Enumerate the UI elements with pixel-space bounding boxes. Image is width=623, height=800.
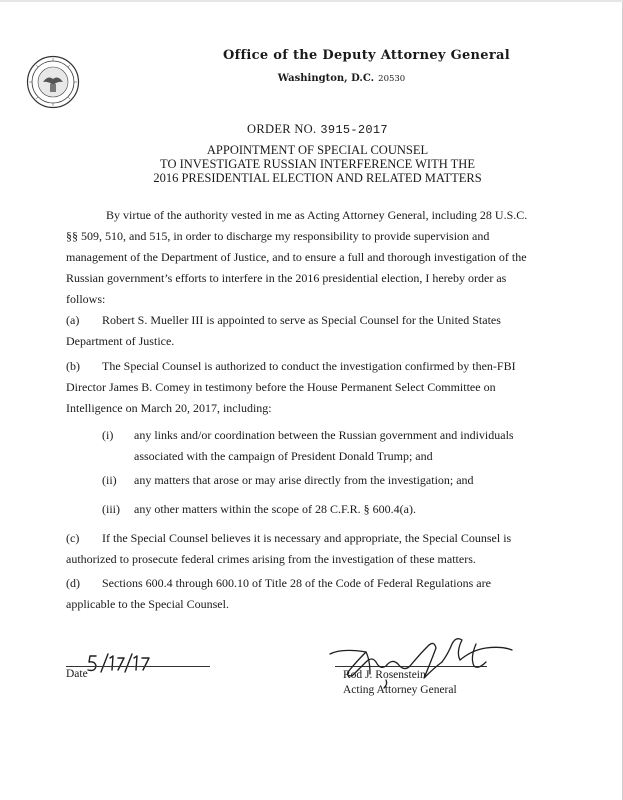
section-b-ii-text: any matters that arose or may arise directly from the investigation; and [134,473,474,487]
order-number: 3915-2017 [320,123,388,137]
section-a-text: Robert S. Mueller III is appointed to serve as Special Counsel for the United States Department of Justice. [66,313,501,348]
order-title [0,143,623,185]
letterhead-zip: 20530 [378,74,406,84]
date-line [66,666,210,667]
section-d-text: Sections 600.4 through 600.10 of Title 28 of the Code of Federal Regulations are applicable to the Special Counsel. [66,576,491,611]
section-d-label: (d) [66,576,80,590]
section-b-text: The Special Counsel is authorized to conduct the investigation confirmed by then-FBI Director James B. Comey in testimony before the House Permanent Select Committee on Intelligence on March 20, 2017, including: [66,359,516,415]
section-a-label: (a) [66,313,80,327]
order-label: ORDER NO. [247,122,317,136]
section-b-iii-label: (iii) [102,502,120,516]
signer-title: Acting Attorney General [343,684,457,696]
letterhead-office: Office of the Deputy Attorney General [223,48,510,63]
section-c-text: If the Special Counsel believes it is necessary and appropriate, the Special Counsel is authorized to prosecute federal crimes arising from the investigation of these matters. [66,531,512,566]
letterhead-address [0,73,623,84]
date-label: Date [66,668,88,680]
title-line: 2016 PRESIDENTIAL ELECTION AND RELATED MATTERS [153,171,482,185]
order-number-line [0,122,623,137]
section-c-label: (c) [66,531,80,545]
section-b-i-text: any links and/or coordination between the Russian government and individuals associated with the campaign of President Donald Trump; and [134,428,514,463]
title-line: TO INVESTIGATE RUSSIAN INTERFERENCE WITH THE [160,157,475,171]
handwritten-date [86,650,206,676]
section-b-iii-text: any other matters within the scope of 28 C.F.R. § 600.4(a). [134,502,416,516]
title-line: APPOINTMENT OF SPECIAL COUNSEL [206,143,429,157]
letterhead-city: Washington, D.C. [277,73,375,84]
section-b-i-label: (i) [102,428,114,442]
section-b-ii-label: (ii) [102,473,117,487]
intro-paragraph: By virtue of the authority vested in me as Acting Attorney General, including 28 U.S.C. §§ 509, 510, and 515, in order to discharge my responsibility to provide supervision and management of the Department of Justice, and to ensure a full and thorough investigation of the Russian government’s efforts to interfere in the 2016 presidential election, I hereby order as follows: [66,208,528,306]
section-b-label: (b) [66,359,80,373]
signer-name: Rod J. Rosenstein [343,669,426,681]
scan-edge [0,0,623,2]
